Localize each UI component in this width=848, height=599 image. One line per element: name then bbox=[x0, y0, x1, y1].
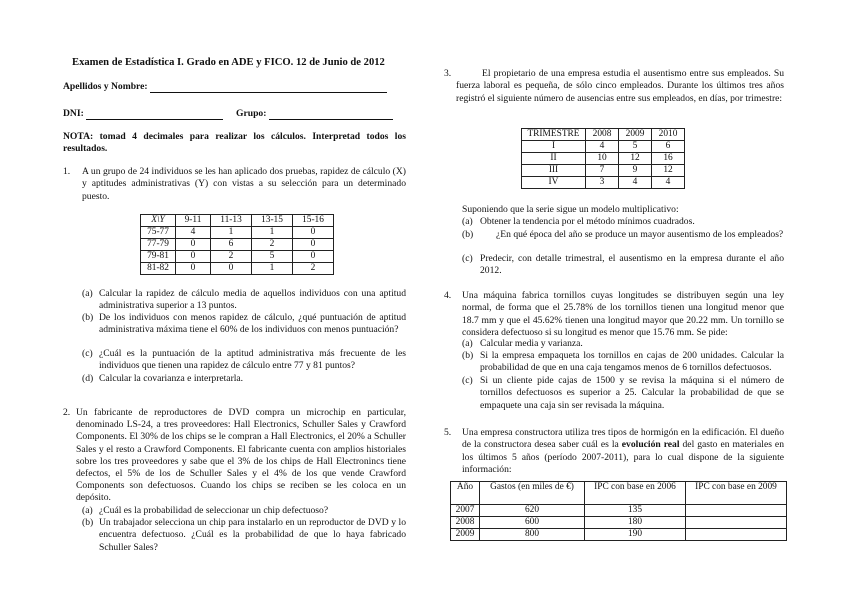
table-cell: 4 bbox=[176, 227, 211, 239]
table-header: Año bbox=[451, 482, 480, 505]
table-header: Gastos (en miles de €) bbox=[480, 482, 585, 505]
table-cell: X\Y bbox=[141, 215, 176, 227]
table-header: 2010 bbox=[652, 129, 685, 141]
q3-text: El propietario de una empresa estudia el ausentismo entre sus empleados. Su fuerza laboral es pequeña, de sólo cinco empleados. Durante los últimos tres años registró el siguiente número de ausencias entre sus empleados, en días, por trimestre: bbox=[456, 68, 784, 104]
table-header: IPC con base en 2006 bbox=[585, 482, 686, 505]
q4-b-label: (b) bbox=[462, 350, 474, 361]
table-cell: 7 bbox=[586, 165, 619, 177]
table-cell: 12 bbox=[652, 165, 685, 177]
q1-d-label: (d) bbox=[82, 373, 94, 384]
q2-b-label: (b) bbox=[82, 517, 94, 528]
q1-text: A un grupo de 24 individuos se les han aplicado dos pruebas, rapidez de cálculo (X) y aptitudes administrativas (Y) con vistas a su selección para un determinado puesto. bbox=[82, 166, 406, 202]
q2-number: 2. bbox=[63, 407, 71, 418]
q1-c-text: ¿Cuál es la puntuación de la aptitud administrativa más frecuente de les individuos que tienen una rapidez de cálculo entre 77 y 81 puntos? bbox=[99, 348, 406, 372]
table-cell: 800 bbox=[480, 529, 585, 541]
table-cell: 3 bbox=[586, 177, 619, 189]
q2-a-label: (a) bbox=[82, 505, 93, 516]
table-row bbox=[451, 517, 787, 529]
table-cell: 12 bbox=[619, 153, 652, 165]
q1-d-text: Calcular la covarianza e interpretarla. bbox=[99, 373, 244, 384]
q1-a-label: (a) bbox=[82, 288, 93, 299]
q5-number: 5. bbox=[444, 427, 452, 438]
q4-a-text: Calcular media y varianza. bbox=[480, 338, 583, 349]
table-cell: 9 bbox=[619, 165, 652, 177]
table-cell: 0 bbox=[211, 263, 252, 275]
q3-a-label: (a) bbox=[462, 216, 473, 227]
table-header: TRIMESTRE bbox=[522, 129, 586, 141]
q4-b-text: Si la empresa empaqueta los tornillos en cajas de 200 unidades. Calcular la probabilidad de que en una caja tengamos menos de 6 tornillos defectuosos. bbox=[480, 350, 784, 374]
name-field-row bbox=[63, 81, 393, 93]
table-cell: 2007 bbox=[451, 505, 480, 517]
q1-b-text: De los individuos con menos rapidez de cálculo, ¿qué puntuación de aptitud administrativa máxima tiene el 60% de los individuos con menos puntuación? bbox=[99, 312, 406, 336]
table-cell: I bbox=[522, 141, 586, 153]
q1-a-text: Calcular la rapidez de cálculo media de aquellos individuos con una aptitud administrativa superior a 13 puntos. bbox=[99, 288, 406, 312]
q3-table bbox=[521, 128, 685, 189]
table-row bbox=[141, 227, 334, 239]
q3-a-text: Obtener la tendencia por el método mínimos cuadrados. bbox=[480, 216, 695, 227]
table-row bbox=[451, 505, 787, 517]
table-row bbox=[522, 165, 685, 177]
table-cell: 4 bbox=[586, 141, 619, 153]
table-header: 2009 bbox=[619, 129, 652, 141]
q3-b-label: (b) bbox=[462, 229, 474, 240]
q4-a-label: (a) bbox=[462, 338, 473, 349]
q1-b-label: (b) bbox=[82, 312, 94, 323]
table-cell: 0 bbox=[293, 239, 334, 251]
table-cell: 135 bbox=[585, 505, 686, 517]
table-row bbox=[522, 177, 685, 189]
q5-text-bold: evolución real bbox=[621, 439, 680, 451]
dni-row bbox=[63, 108, 403, 120]
table-header: 11-13 bbox=[211, 215, 252, 227]
q3-intro: Suponiendo que la serie sigue un modelo multiplicativo: bbox=[462, 204, 679, 215]
table-cell: 0 bbox=[176, 239, 211, 251]
table-cell: 2009 bbox=[451, 529, 480, 541]
table-header: 15-16 bbox=[293, 215, 334, 227]
nota: NOTA: tomad 4 decimales para realizar los cálculos. Interpretad todos los resultados. bbox=[63, 131, 406, 155]
table-row bbox=[141, 251, 334, 263]
table-row bbox=[141, 263, 334, 275]
table-cell: 1 bbox=[252, 263, 293, 275]
table-cell: 5 bbox=[252, 251, 293, 263]
table-row bbox=[451, 529, 787, 541]
q3-number: 3. bbox=[444, 68, 452, 79]
table-cell: 81-82 bbox=[141, 263, 176, 275]
dni-label: DNI: bbox=[63, 108, 84, 119]
table-cell: 0 bbox=[293, 227, 334, 239]
q4-c-label: (c) bbox=[462, 375, 473, 386]
q2-text: Un fabricante de reproductores de DVD compra un microchip en particular, denominado LS-24, a tres proveedores: Hall Electronics, Schuller Sales y Crawford Components. El 30% de los chips se le compran a Hall Electronics, el 20% a Schuller Sales y el resto a Crawford Components. El fabricante cuenta con amplios historiales sobre los tres proveedores y sabe que el 3% de los chips de Hall Electronincs tiene defectos, el 5% de los de Schuller Sales y el 4% de los que vende Crawford Components son defectuosos. Cuando los chips se reciben se les coloca en un depósito. bbox=[76, 407, 406, 504]
table-cell: 0 bbox=[293, 251, 334, 263]
q5-table bbox=[450, 481, 787, 541]
table-cell: 0 bbox=[176, 251, 211, 263]
table-cell: 2008 bbox=[451, 517, 480, 529]
q1-c-label: (c) bbox=[82, 348, 93, 359]
q3-c-text: Predecir, con detalle trimestral, el ausentismo en la empresa durante el año 2012. bbox=[480, 253, 784, 277]
q3-b-text: ¿En qué época del año se produce un mayor ausentismo de los empleados? bbox=[496, 229, 784, 240]
q1-table bbox=[140, 214, 334, 275]
apellidos-label: Apellidos y Nombre: bbox=[63, 81, 148, 92]
table-cell: 4 bbox=[652, 177, 685, 189]
table-cell: 2 bbox=[252, 239, 293, 251]
table-row bbox=[522, 141, 685, 153]
table-cell: 1 bbox=[211, 227, 252, 239]
table-cell: 77-79 bbox=[141, 239, 176, 251]
q4-number: 4. bbox=[444, 290, 452, 301]
q2-a-text: ¿Cuál es la probabilidad de seleccionar un chip defectuoso? bbox=[99, 505, 329, 516]
table-cell bbox=[686, 505, 787, 517]
table-cell: 6 bbox=[211, 239, 252, 251]
dni-line[interactable] bbox=[86, 119, 223, 120]
table-header: 13-15 bbox=[252, 215, 293, 227]
q5-text bbox=[462, 427, 784, 477]
table-cell: 16 bbox=[652, 153, 685, 165]
q4-c-text: Si un cliente pide cajas de 1500 y se revisa la máquina si el número de tornillos defectuosos es superior a 25. Calcular la probabilidad de que se empaquete una caja sin ser revisada la máquina. bbox=[480, 375, 784, 411]
table-cell: 6 bbox=[652, 141, 685, 153]
table-row bbox=[141, 239, 334, 251]
table-cell: 2 bbox=[293, 263, 334, 275]
table-cell: 79-81 bbox=[141, 251, 176, 263]
exam-title: Examen de Estadística I. Grado en ADE y FICO. 12 de Junio de 2012 bbox=[72, 57, 385, 68]
q5-text-part: del gasto en materiales en los últimos 5 años (período 2007-2011), para lo cual dispone de la siguiente información: bbox=[462, 439, 784, 476]
table-cell: 180 bbox=[585, 517, 686, 529]
name-line[interactable] bbox=[150, 92, 387, 93]
table-cell: 0 bbox=[176, 263, 211, 275]
table-cell: IV bbox=[522, 177, 586, 189]
table-header: 2008 bbox=[586, 129, 619, 141]
q3-c-label: (c) bbox=[462, 253, 473, 264]
q4-text: Una máquina fabrica tornillos cuyas longitudes se distribuyen según una ley normal, de forma que el 25.78% de los tornillos tienen una longitud menor que 18.7 mm y que el 45.62% tienen una longitud mayor que 20.22 mm. Un tornillo se considera defectuoso si su longitud es menor que 15.76 mm. Se pide: bbox=[462, 290, 784, 339]
table-cell: III bbox=[522, 165, 586, 177]
table-cell: 620 bbox=[480, 505, 585, 517]
table-cell: 600 bbox=[480, 517, 585, 529]
grupo-label: Grupo: bbox=[236, 108, 267, 119]
table-cell: 190 bbox=[585, 529, 686, 541]
table-cell: 75-77 bbox=[141, 227, 176, 239]
table-cell: 1 bbox=[252, 227, 293, 239]
q2-b-text: Un trabajador selecciona un chip para instalarlo en un reproductor de DVD y lo encuentra defectuoso. ¿Cuál es la probabilidad de que lo haya fabricado Schuller Sales? bbox=[99, 517, 406, 553]
table-cell: II bbox=[522, 153, 586, 165]
table-cell: 10 bbox=[586, 153, 619, 165]
table-cell: 4 bbox=[619, 177, 652, 189]
table-cell: 5 bbox=[619, 141, 652, 153]
table-header: IPC con base en 2009 bbox=[686, 482, 787, 505]
table-cell: 2 bbox=[211, 251, 252, 263]
table-row bbox=[522, 153, 685, 165]
table-cell bbox=[686, 529, 787, 541]
table-cell bbox=[686, 517, 787, 529]
q1-number: 1. bbox=[63, 166, 71, 177]
grupo-line[interactable] bbox=[269, 119, 393, 120]
q5-text-part: Una empresa constructora utiliza tres tipos de hormigón en la edificación. El dueño de la constructora desea saber cuál es la bbox=[462, 427, 784, 451]
table-header: 9-11 bbox=[176, 215, 211, 227]
